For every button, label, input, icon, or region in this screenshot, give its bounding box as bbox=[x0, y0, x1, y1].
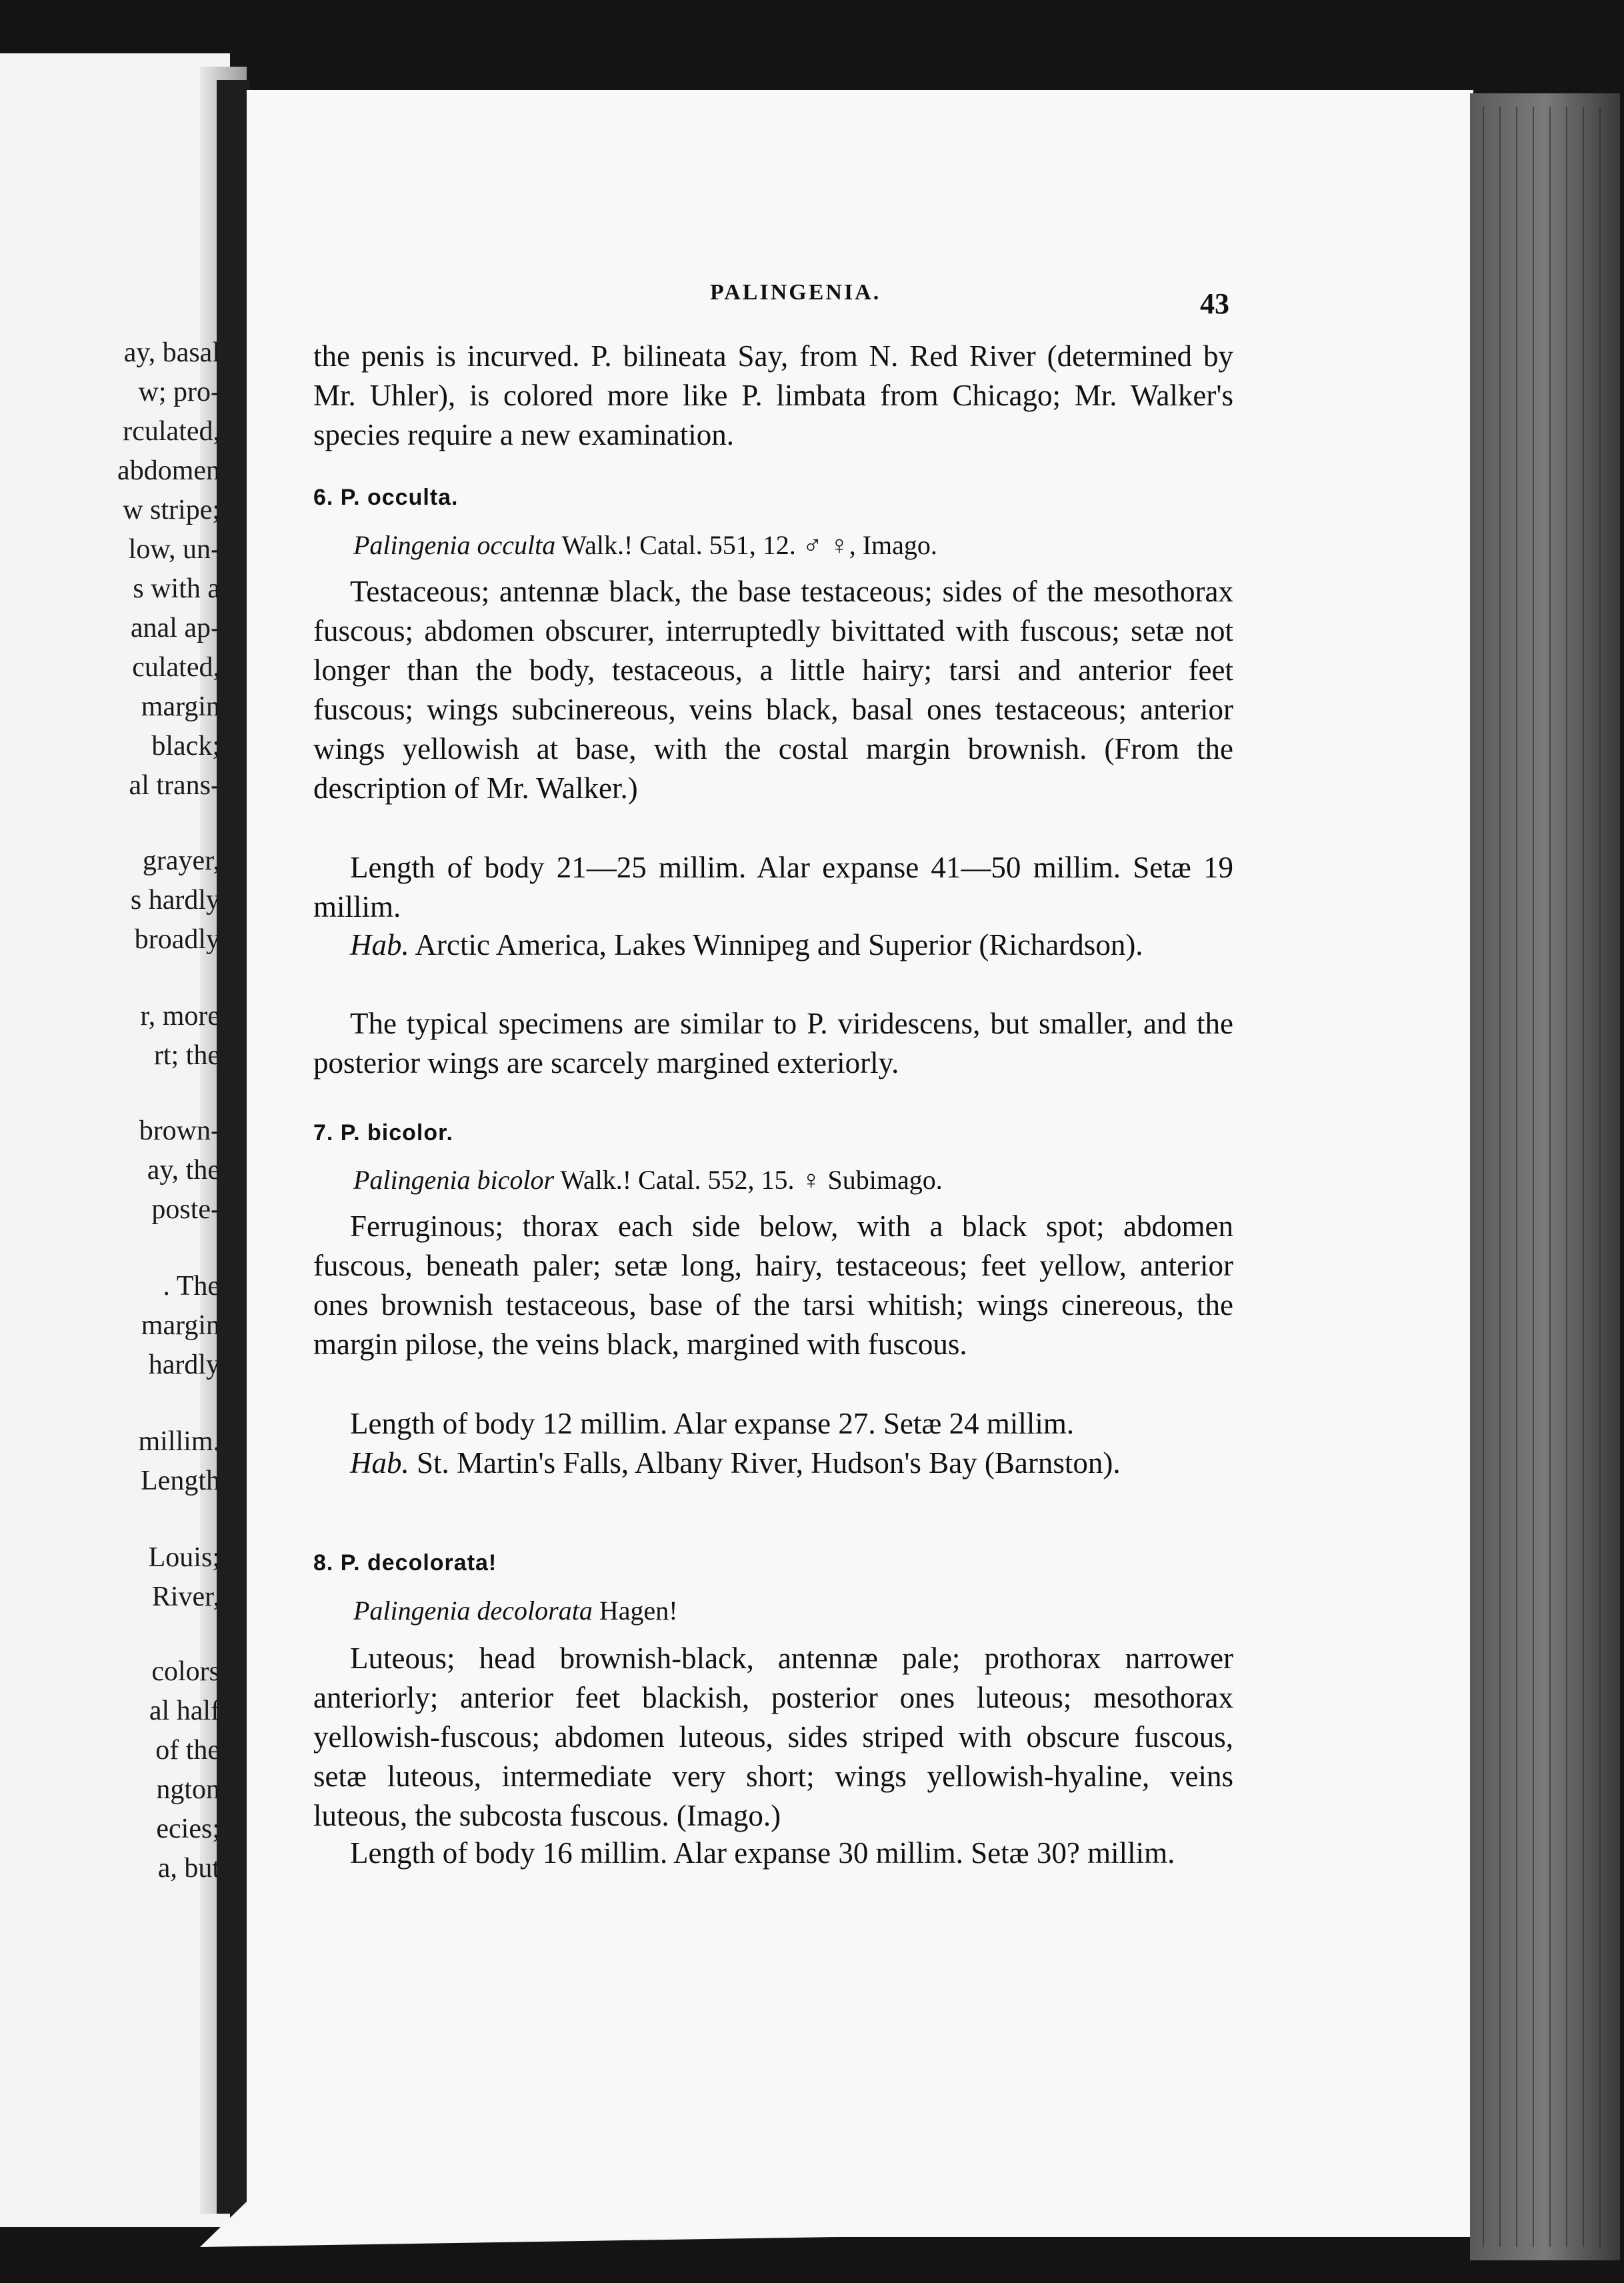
left-page-line: al half bbox=[149, 1696, 220, 1726]
species-measurements: Length of body 12 millim. Alar expanse 27. Setæ 24 millim. bbox=[350, 1407, 1075, 1440]
left-page-line: s hardly bbox=[130, 885, 220, 915]
left-page-line: al trans- bbox=[129, 770, 220, 801]
left-page-line: poste- bbox=[151, 1194, 220, 1225]
left-page-line: s with a bbox=[133, 573, 220, 604]
left-page-line: Length bbox=[141, 1466, 220, 1496]
synonym-line bbox=[313, 527, 1273, 564]
left-page-line: colors bbox=[151, 1656, 220, 1687]
synonym-genus: Palingenia bicolor bbox=[353, 1165, 555, 1195]
hab-label: Hab. bbox=[350, 928, 409, 961]
left-page-line: abdomen bbox=[117, 455, 220, 486]
book-edge bbox=[1470, 93, 1620, 2260]
species-note: The typical specimens are similar to P. viridescens, but smaller, and the posterior wings are scarcely margined exteriorly. bbox=[313, 1007, 1233, 1079]
left-page-line: anal ap- bbox=[130, 613, 220, 643]
intro-paragraph: the penis is incurved. P. bilineata Say, from N. Red River (determined by Mr. Uhler), is colored more like P. limbata from Chicago; Mr. Walker's species require a new examination. bbox=[313, 339, 1233, 451]
left-page-line: r, more bbox=[140, 1001, 220, 1031]
species-habitat bbox=[313, 925, 1233, 965]
species-habitat bbox=[313, 1444, 1233, 1483]
species-description: Luteous; head brownish-black, antennæ pale; prothorax narrower anteriorly; anterior feet blackish, posterior ones luteous; mesothorax yellowish-fuscous; abdomen luteous, sides striped with obscure fuscous, setæ luteous, intermediate very short; wings yellowish-hyaline, veins luteous, the subcosta fuscous. (Imago.) bbox=[313, 1642, 1233, 1832]
species-measurements: Length of body 16 millim. Alar expanse 30 millim. Setæ 30? millim. bbox=[350, 1836, 1175, 1870]
left-page-line: w stripe; bbox=[123, 495, 220, 525]
left-page-line: margin bbox=[141, 691, 220, 722]
left-page-line: rt; the bbox=[153, 1040, 220, 1071]
running-title: PALINGENIA. bbox=[710, 280, 881, 305]
species-heading: 7. P. bicolor. bbox=[313, 1120, 453, 1146]
left-page-line: of the bbox=[155, 1735, 220, 1766]
left-page-line: black; bbox=[151, 731, 220, 761]
left-page-line: River, bbox=[151, 1582, 220, 1612]
left-page-line: ay, the bbox=[147, 1155, 220, 1186]
left-page-line: rculated, bbox=[123, 416, 220, 447]
species-description: Testaceous; antennæ black, the base testaceous; sides of the mesothorax fuscous; abdomen obscurer, interruptedly bivittated with fuscous; setæ not longer than the body, testaceous, a little hairy; tarsi and anterior feet fuscous; wings subcinereous, veins black, basal ones testaceous; anterior wings yellowish at base, with the costal margin brownish. (From the description of Mr. Walker.) bbox=[313, 575, 1233, 805]
synonym-line bbox=[313, 1592, 1273, 1630]
left-page-line: hardly bbox=[148, 1350, 220, 1380]
left-page-line: ecies; bbox=[156, 1814, 220, 1844]
species-heading: 6. P. occulta. bbox=[313, 485, 459, 510]
synonym-genus: Palingenia occulta bbox=[353, 530, 556, 560]
species-heading: 8. P. decolorata! bbox=[313, 1550, 497, 1576]
left-page-line: broadly bbox=[134, 924, 220, 955]
hab-text: St. Martin's Falls, Albany River, Hudson's Bay (Barnston). bbox=[417, 1446, 1121, 1480]
synonym-line bbox=[313, 1162, 1273, 1199]
left-page-line: low, un- bbox=[128, 534, 220, 565]
synonym-rest: Hagen! bbox=[599, 1596, 678, 1626]
left-page-line: brown- bbox=[139, 1115, 220, 1146]
left-page-line: w; pro- bbox=[138, 377, 220, 407]
left-page-line: millim. bbox=[138, 1426, 220, 1457]
left-page-line: margin bbox=[141, 1310, 220, 1341]
left-page-line: Louis; bbox=[148, 1542, 220, 1573]
species-description: Ferruginous; thorax each side below, with a black spot; abdomen fuscous, beneath paler; setæ long, hairy, testaceous; feet yellow, anterior ones brownish testaceous, base of the tarsi whitish; wings cinereous, the margin pilose, the veins black, margined with fuscous. bbox=[313, 1210, 1233, 1361]
synonym-rest: Walk.! Catal. 552, 15. ♀ Subimago. bbox=[560, 1165, 943, 1195]
left-page-line: culated, bbox=[132, 652, 220, 683]
hab-label: Hab. bbox=[350, 1446, 409, 1480]
page-number: 43 bbox=[1200, 287, 1229, 320]
left-page-line: . The bbox=[163, 1271, 220, 1302]
hab-text: Arctic America, Lakes Winnipeg and Superior (Richardson). bbox=[415, 928, 1143, 961]
left-page-line: grayer, bbox=[142, 845, 220, 876]
left-page-line: a, but bbox=[157, 1853, 220, 1884]
synonym-genus: Palingenia decolorata bbox=[353, 1596, 593, 1626]
species-measurements: Length of body 21—25 millim. Alar expanse 41—50 millim. Setæ 19 millim. bbox=[313, 851, 1233, 923]
left-page-line: ay, basal bbox=[123, 337, 220, 368]
left-page-line: ngton bbox=[156, 1774, 220, 1805]
synonym-rest: Walk.! Catal. 551, 12. ♂ ♀, Imago. bbox=[561, 530, 937, 560]
